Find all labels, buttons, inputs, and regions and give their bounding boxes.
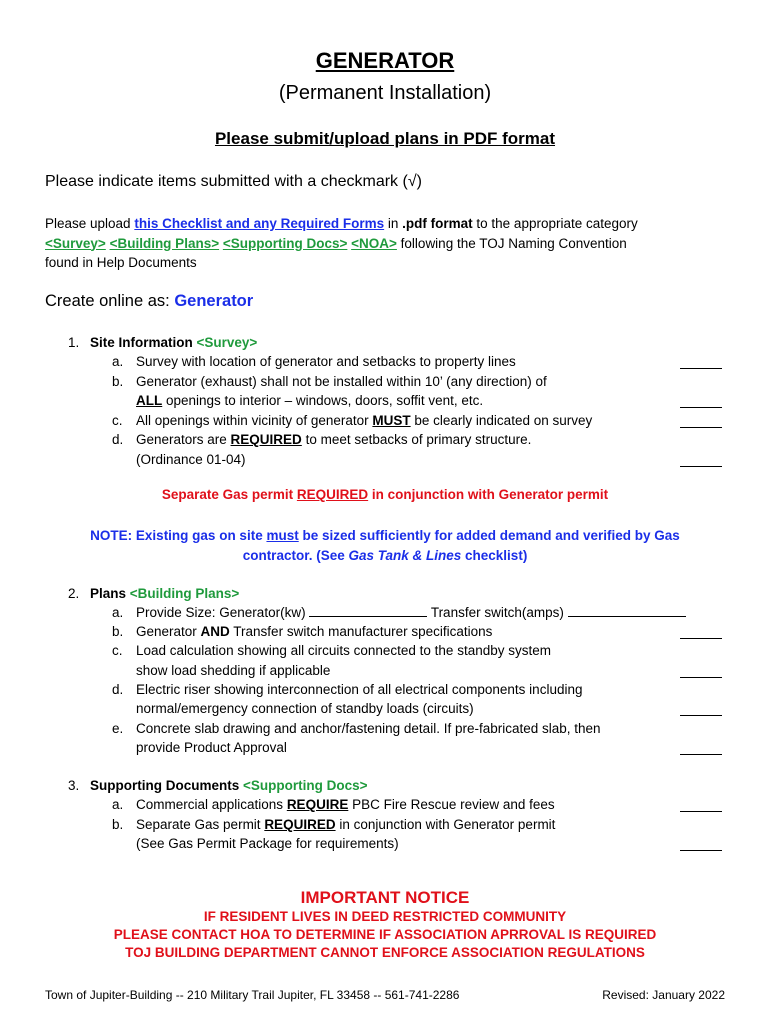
- section-tag: <Supporting Docs>: [243, 778, 368, 793]
- section-title: [90, 584, 239, 604]
- item-text: [136, 391, 483, 411]
- create-online: [45, 292, 253, 311]
- submit-heading: Please submit/upload plans in PDF format: [214, 129, 556, 148]
- item-text-part: Separate Gas permit: [136, 817, 265, 832]
- footer-revised: Revised: January 2022: [602, 988, 725, 1002]
- important-notice-heading: IMPORTANT NOTICE: [300, 888, 470, 907]
- warning-emphasis: REQUIRED: [296, 487, 369, 502]
- upload-instructions: [45, 214, 725, 273]
- emphasis-text: ALL: [136, 393, 163, 408]
- warning-text: in conjunction with Generator permit: [368, 487, 609, 502]
- checkmark-blank[interactable]: [680, 754, 722, 755]
- generator-kw-blank[interactable]: [309, 604, 427, 617]
- emphasis-text: AND: [200, 624, 230, 639]
- item-text-part: PBC Fire Rescue review and fees: [348, 797, 555, 812]
- create-online-value: Generator: [174, 292, 254, 310]
- checkmark-blank[interactable]: [680, 811, 722, 812]
- item-text: [136, 622, 492, 642]
- note-text: NOTE: Existing gas on site: [90, 528, 267, 543]
- footer-address: Town of Jupiter-Building -- 210 Military Trail Jupiter, FL 33458 -- 561-741-2286: [45, 988, 460, 1002]
- item-text-part: in conjunction with Generator permit: [335, 817, 556, 832]
- section-title-text: Site Information: [90, 335, 197, 350]
- item-letter: c.: [112, 643, 123, 658]
- item-text-part: Transfer switch(amps): [427, 605, 568, 620]
- transfer-switch-amps-blank[interactable]: [568, 604, 686, 617]
- item-letter: a.: [112, 797, 124, 812]
- checkmark-blank[interactable]: [680, 466, 722, 467]
- item-text: [136, 795, 555, 815]
- item-text: [136, 430, 531, 450]
- section-title: [90, 333, 257, 353]
- item-text-part: Commercial applications: [136, 797, 287, 812]
- category-survey: <Survey>: [45, 235, 106, 251]
- section-title-text: Plans: [90, 586, 130, 601]
- section-tag: <Survey>: [196, 335, 258, 350]
- notice-line: IF RESIDENT LIVES IN DEED RESTRICTED COMMUNITY: [203, 909, 567, 924]
- item-text: (See Gas Permit Package for requirements): [136, 836, 399, 851]
- item-text-part: All openings within vicinity of generator: [136, 413, 373, 428]
- item-text: (Ordinance 01-04): [136, 452, 246, 467]
- checkmark-blank[interactable]: [680, 407, 722, 408]
- checkmark-blank[interactable]: [680, 850, 722, 851]
- category-noa: <NOA>: [351, 235, 397, 251]
- item-letter: b.: [112, 374, 124, 389]
- notice-line: TOJ BUILDING DEPARTMENT CANNOT ENFORCE ASSOCIATION REGULATIONS: [125, 945, 645, 960]
- checkmark-blank[interactable]: [680, 677, 722, 678]
- item-text-part: Transfer switch manufacturer specifications: [229, 624, 493, 639]
- section-number: 1.: [68, 335, 80, 350]
- checkmark-blank[interactable]: [680, 427, 722, 428]
- item-letter: a.: [112, 354, 124, 369]
- item-text: [136, 411, 592, 431]
- checkmark-instruction: Please indicate items submitted with a checkmark (√): [45, 173, 422, 190]
- emphasis-text: REQUIRE: [286, 797, 349, 812]
- checklist-forms-link[interactable]: this Checklist and any Required Forms: [134, 216, 385, 231]
- section-title: [90, 776, 368, 796]
- category-supporting-docs: <Supporting Docs>: [222, 235, 348, 251]
- note-text: contractor. (See: [242, 548, 349, 563]
- upload-text: to the appropriate category: [472, 216, 638, 231]
- create-online-label: Create online as:: [45, 292, 175, 310]
- section-number: 3.: [68, 778, 80, 793]
- item-text-part: to meet setbacks of primary structure.: [301, 432, 532, 447]
- category-building-plans: <Building Plans>: [109, 235, 220, 251]
- emphasis-text: REQUIRED: [230, 432, 302, 447]
- item-text: show load shedding if applicable: [136, 663, 331, 678]
- item-text: Load calculation showing all circuits connected to the standby system: [136, 643, 551, 658]
- emphasis-text: MUST: [372, 413, 411, 428]
- note-text: be sized sufficiently for added demand and verified by Gas: [298, 528, 680, 543]
- gas-permit-warning: [0, 487, 770, 502]
- checkmark-blank[interactable]: [680, 715, 722, 716]
- checkmark-blank[interactable]: [680, 368, 722, 369]
- note-text: checklist): [461, 548, 528, 563]
- item-letter: c.: [112, 413, 123, 428]
- item-text: [136, 815, 555, 835]
- page-title: GENERATOR: [315, 48, 455, 73]
- upload-text: in: [384, 216, 403, 231]
- section-title-text: Supporting Documents: [90, 778, 243, 793]
- item-text: [136, 603, 686, 623]
- emphasis-text: REQUIRED: [264, 817, 336, 832]
- gas-note: [45, 526, 725, 566]
- page-subtitle: (Permanent Installation): [278, 82, 492, 104]
- item-letter: a.: [112, 605, 124, 620]
- item-text-part: openings to interior – windows, doors, soffit vent, etc.: [162, 393, 484, 408]
- warning-text: Separate Gas permit: [161, 487, 297, 502]
- item-text-part: be clearly indicated on survey: [410, 413, 593, 428]
- item-text-part: Generators are: [136, 432, 231, 447]
- item-text-part: Provide Size: Generator(kw): [136, 605, 310, 620]
- item-text: Concrete slab drawing and anchor/fastening detail. If pre-fabricated slab, then: [136, 721, 601, 736]
- section-number: 2.: [68, 586, 80, 601]
- item-text: Generator (exhaust) shall not be installed within 10’ (any direction) of: [136, 374, 547, 389]
- item-letter: d.: [112, 432, 124, 447]
- item-text: normal/emergency connection of standby loads (circuits): [136, 701, 474, 716]
- checkmark-blank[interactable]: [680, 638, 722, 639]
- item-letter: e.: [112, 721, 124, 736]
- item-text-part: Generator: [136, 624, 201, 639]
- note-checklist-name: Gas Tank & Lines: [348, 548, 462, 563]
- note-emphasis: must: [266, 528, 299, 543]
- notice-line: PLEASE CONTACT HOA TO DETERMINE IF ASSOCIATION APRROVAL IS REQUIRED: [113, 927, 657, 942]
- item-text: Electric riser showing interconnection of all electrical components including: [136, 682, 583, 697]
- item-text: Survey with location of generator and setbacks to property lines: [136, 354, 516, 369]
- item-letter: b.: [112, 624, 124, 639]
- upload-text: following the TOJ Naming Convention: [396, 235, 627, 251]
- upload-text: Please upload: [45, 216, 135, 231]
- item-letter: d.: [112, 682, 124, 697]
- section-tag: <Building Plans>: [129, 586, 240, 601]
- item-text: provide Product Approval: [136, 740, 287, 755]
- upload-text: found in Help Documents: [45, 255, 197, 270]
- item-letter: b.: [112, 817, 124, 832]
- pdf-format-label: .pdf format: [402, 216, 473, 231]
